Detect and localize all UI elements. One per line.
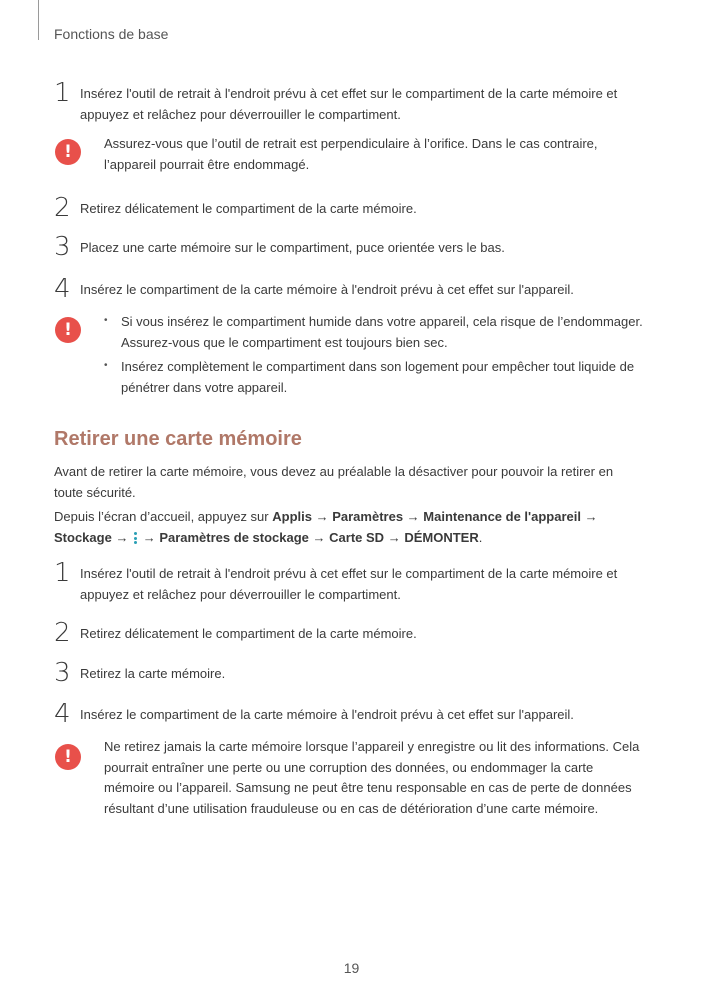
- menu-demonter: DÉMONTER: [404, 529, 479, 545]
- step-number: 1: [54, 558, 71, 588]
- section-header: Fonctions de base: [54, 26, 169, 42]
- remove-step-3: [54, 658, 654, 688]
- step-text: Insérez le compartiment de la carte mémoire à l'endroit prévu à cet effet sur l'appareil.: [80, 707, 574, 722]
- menu-parametres: Paramètres: [332, 509, 404, 524]
- menu-parametres-stockage: Paramètres de stockage: [159, 529, 309, 545]
- warning-icon: !: [55, 744, 81, 770]
- menu-carte-sd: Carte SD: [329, 529, 385, 545]
- warning-list: [104, 312, 644, 402]
- step-text: Placez une carte mémoire sur le compartiment, puce orientée vers le bas.: [80, 240, 505, 255]
- menu-path-paragraph: Depuis l’écran d’accueil, appuyez sur Applis → Paramètres → Maintenance de l'appareil → Stockage → → Paramètres de stockage → Carte SD → DÉMONTER.: [54, 509, 598, 545]
- step-text: Insérez l'outil de retrait à l'endroit prévu à cet effet sur le compartiment de la carte mémoire et appuyez et relâchez pour déverrouiller le compartiment.: [80, 86, 618, 122]
- step-number: 4: [54, 274, 71, 304]
- step-1: [54, 78, 654, 125]
- step-number: 2: [54, 618, 71, 648]
- step-number: 3: [54, 232, 71, 262]
- remove-step-2: [54, 618, 654, 648]
- remove-step-1: [54, 558, 654, 605]
- menu-applis: Applis: [272, 509, 312, 524]
- page-number: 19: [343, 960, 360, 976]
- step-number: 3: [54, 658, 71, 688]
- step-4: [54, 274, 654, 304]
- step-number: 2: [54, 193, 71, 223]
- intro-paragraph: Avant de retirer la carte mémoire, vous devez au préalable la désactiver pour pouvoir la retirer en toute sécurité.: [54, 464, 614, 500]
- warning-text: Assurez-vous que l’outil de retrait est perpendiculaire à l’orifice. Dans le cas contraire, l’appareil pourrait être endommagé.: [104, 136, 598, 172]
- step-text: Insérez le compartiment de la carte mémoire à l'endroit prévu à cet effet sur l'appareil.: [80, 282, 574, 297]
- warning-icon: !: [55, 139, 81, 165]
- warning-text: Ne retirez jamais la carte mémoire lorsque l’appareil y enregistre ou lit des informations. Cela pourrait entraîner une perte ou une corruption des données, ou endommager la carte mémoire ou l’appareil. Samsung ne peut être tenu responsable en cas de perte de données résultant d’une utilisation frauduleuse ou en cas de détérioration d’une carte mémoire.: [104, 739, 640, 816]
- remove-step-4: [54, 699, 654, 729]
- menu-stockage: Stockage: [54, 529, 112, 545]
- step-text: Retirez la carte mémoire.: [80, 666, 226, 681]
- step-text: Insérez l'outil de retrait à l'endroit prévu à cet effet sur le compartiment de la carte mémoire et appuyez et relâchez pour déverrouiller le compartiment.: [80, 566, 618, 602]
- step-text: Retirez délicatement le compartiment de la carte mémoire.: [80, 201, 417, 216]
- step-2: [54, 193, 654, 223]
- step-3: [54, 232, 654, 262]
- step-number: 1: [54, 78, 71, 108]
- step-text: Retirez délicatement le compartiment de la carte mémoire.: [80, 626, 417, 641]
- menu-maintenance: Maintenance de l'appareil: [423, 509, 581, 524]
- section-heading: Retirer une carte mémoire: [54, 428, 302, 450]
- warning-bullet: • Insérez complètement le compartiment dans son logement pour empêcher tout liquide de pénétrer dans votre appareil.: [104, 357, 644, 398]
- more-options-icon: [134, 531, 137, 546]
- step-number: 4: [54, 699, 71, 729]
- header-divider: [38, 0, 39, 40]
- warning-icon: !: [55, 317, 81, 343]
- warning-bullet: • Si vous insérez le compartiment humide dans votre appareil, cela risque de l’endommager. Assurez-vous que le compartiment est toujours bien sec.: [104, 312, 644, 353]
